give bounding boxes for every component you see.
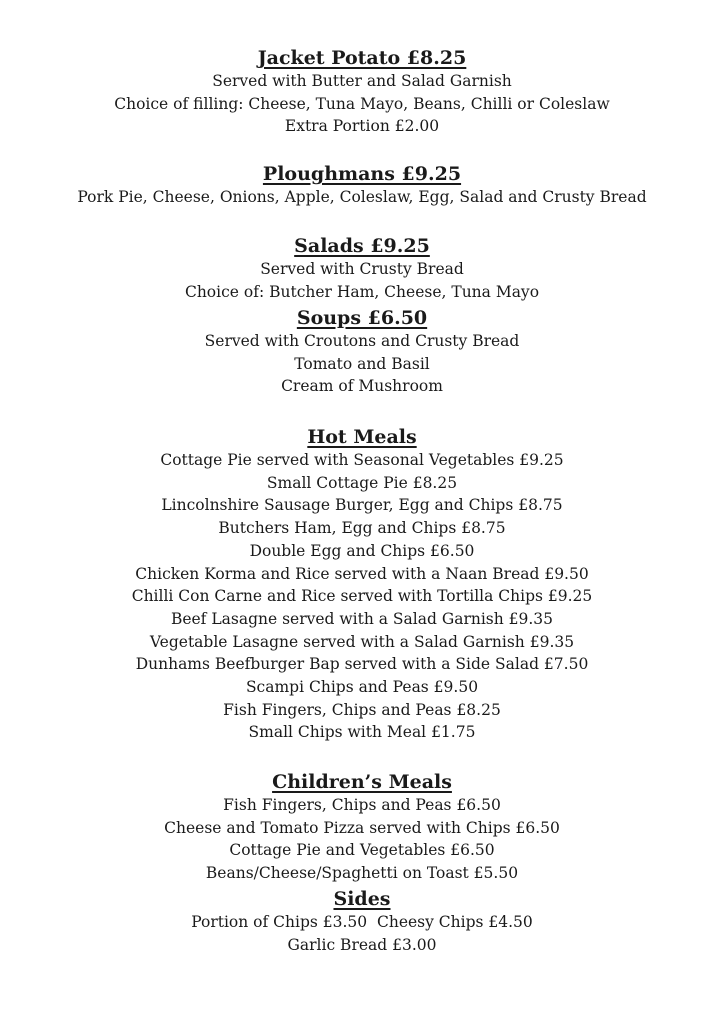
menu-line: Cottage Pie served with Seasonal Vegetables £9.25 bbox=[160, 451, 564, 469]
menu-line: Fish Fingers, Chips and Peas £6.50 bbox=[223, 796, 501, 814]
menu-line: Garlic Bread £3.00 bbox=[287, 935, 437, 954]
section-heading: Hot Meals bbox=[307, 426, 417, 448]
section-sides bbox=[0, 887, 724, 956]
menu-line: Cottage Pie and Vegetables £6.50 bbox=[229, 841, 495, 860]
section-heading: Jacket Potato £8.25 bbox=[257, 47, 467, 69]
menu-line: Served with Croutons and Crusty Bread bbox=[204, 332, 520, 350]
section-soups bbox=[0, 306, 724, 398]
menu-line: Served with Crusty Bread bbox=[260, 260, 464, 278]
menu-line: Fish Fingers, Chips and Peas £8.25 bbox=[223, 700, 501, 719]
section-childrens-meals bbox=[0, 770, 724, 885]
menu-line: Pork Pie, Cheese, Onions, Apple, Coleslaw, Egg, Salad and Crusty Bread bbox=[77, 188, 647, 206]
menu-line: Cheese and Tomato Pizza served with Chips £6.50 bbox=[164, 818, 560, 837]
menu-line: Vegetable Lasagne served with a Salad Garnish £9.35 bbox=[149, 632, 575, 651]
menu-line: Chicken Korma and Rice served with a Naan Bread £9.50 bbox=[135, 564, 589, 583]
menu-line: Small Chips with Meal £1.75 bbox=[248, 723, 476, 742]
section-heading: Salads £9.25 bbox=[294, 235, 430, 257]
section-heading: Soups £6.50 bbox=[296, 307, 428, 329]
menu-line: Chilli Con Carne and Rice served with Tortilla Chips £9.25 bbox=[131, 587, 593, 606]
menu-line: Lincolnshire Sausage Burger, Egg and Chips £8.75 bbox=[161, 496, 563, 515]
menu-line: Tomato and Basil bbox=[294, 354, 430, 373]
menu-line: Beef Lasagne served with a Salad Garnish £9.35 bbox=[170, 609, 554, 628]
menu-line: Butchers Ham, Egg and Chips £8.75 bbox=[218, 519, 506, 538]
menu-line: Scampi Chips and Peas £9.50 bbox=[245, 678, 479, 697]
menu-line: Extra Portion £2.00 bbox=[284, 117, 440, 136]
menu-line: Choice of: Butcher Ham, Cheese, Tuna Mayo bbox=[184, 282, 540, 301]
menu-line: Portion of Chips £3.50 Cheesy Chips £4.50 bbox=[191, 913, 533, 931]
section-hot-meals bbox=[0, 425, 724, 744]
menu-line: Dunhams Beefburger Bap served with a Side Salad £7.50 bbox=[135, 655, 589, 674]
section-salads bbox=[0, 234, 724, 303]
menu-line: Beans/Cheese/Spaghetti on Toast £5.50 bbox=[205, 864, 519, 883]
menu-line: Served with Butter and Salad Garnish bbox=[212, 72, 512, 90]
section-ploughmans bbox=[0, 162, 724, 209]
section-heading: Children’s Meals bbox=[272, 771, 452, 793]
menu-line: Cream of Mushroom bbox=[281, 377, 443, 396]
section-jacket-potato bbox=[0, 46, 724, 138]
section-heading: Sides bbox=[333, 888, 391, 910]
section-heading: Ploughmans £9.25 bbox=[262, 163, 462, 185]
menu-line: Double Egg and Chips £6.50 bbox=[249, 541, 475, 560]
menu-line: Small Cottage Pie £8.25 bbox=[266, 473, 458, 492]
menu-line: Choice of filling: Cheese, Tuna Mayo, Beans, Chilli or Coleslaw bbox=[114, 94, 610, 113]
